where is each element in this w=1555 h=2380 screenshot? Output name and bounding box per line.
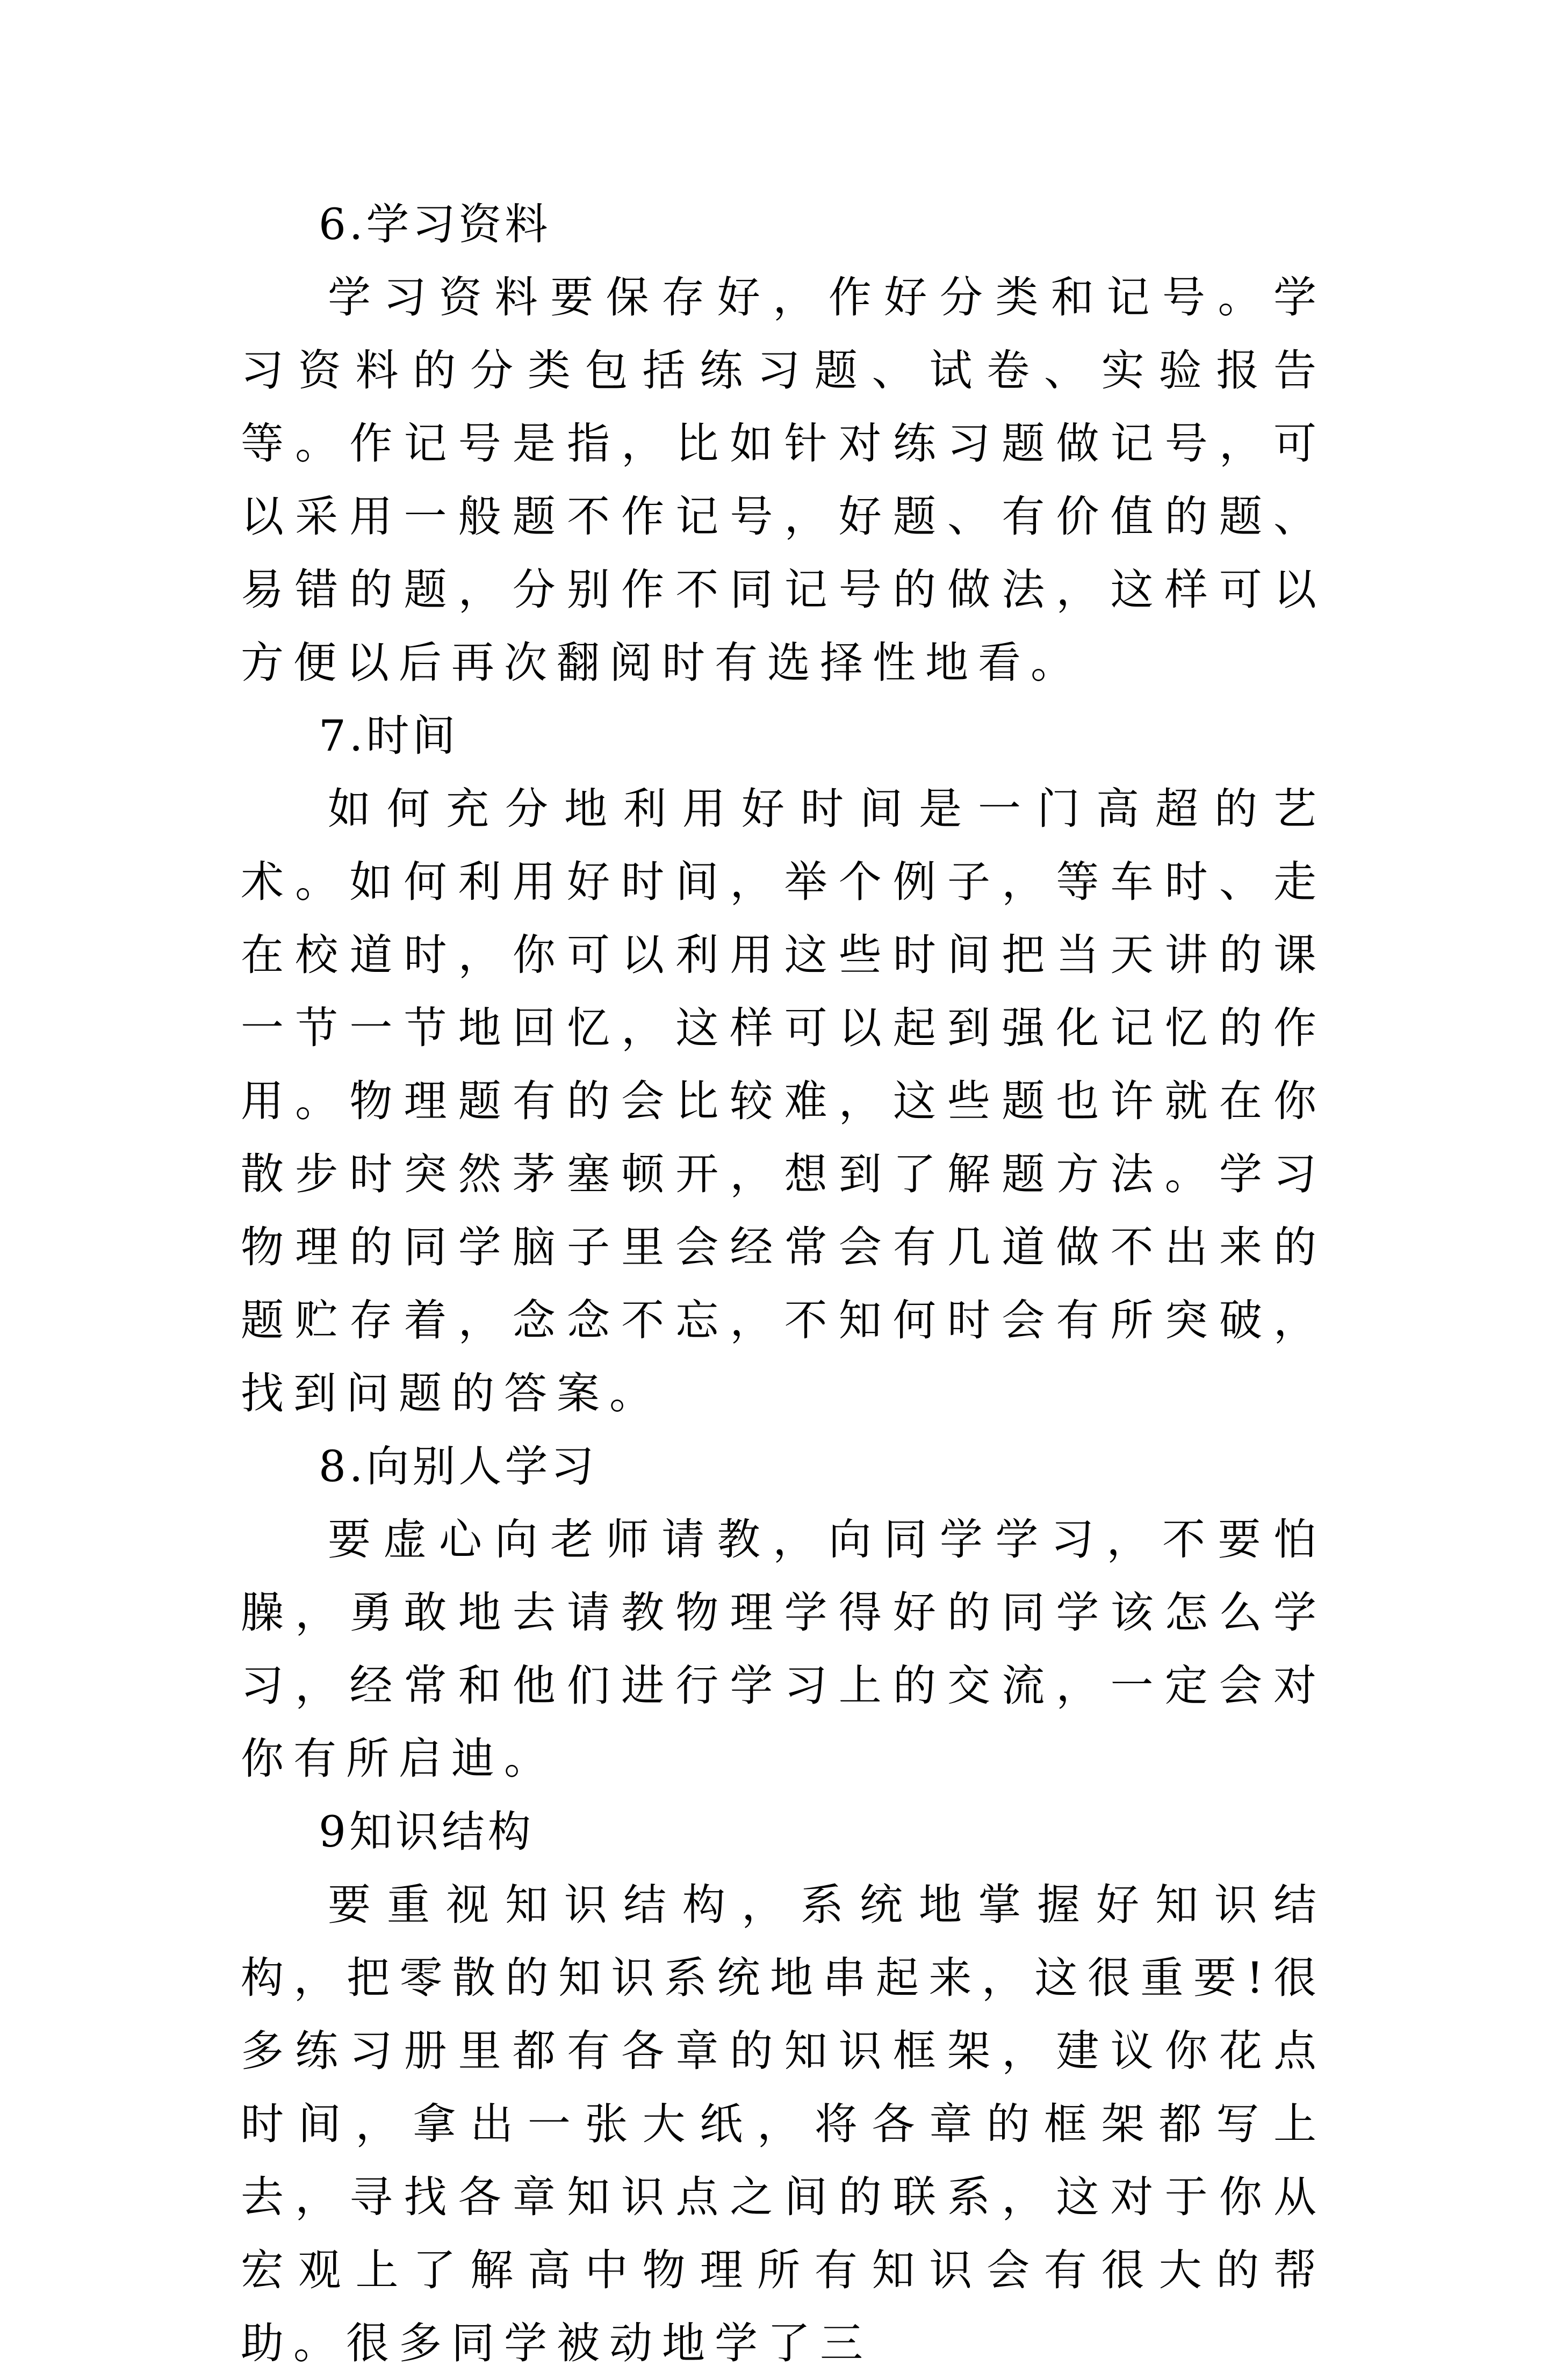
section-heading-knowledge-structure: 9知识结构 [319,1807,534,1857]
section-heading-time: 7.时间 [319,711,459,761]
section-body-time: 如何充分地利用好时间是一门高超的艺术。如何利用好时间，举个例子，等车时、走在校道时，你可以利用这些时间把当天讲的课一节一节地回忆，这样可以起到强化记忆的作用。物理题有的会比较难，这些题也许就在你散步时突然茅塞顿开，想到了解题方法。学习物理的同学脑子里会经常会有几道做不出来的题贮存着，念念不忘，不知何时会有所突破，找到问题的答案。 [241,784,1326,1418]
document-content [241,188,1326,2380]
section-body-study-materials: 学习资料要保存好，作好分类和记号。学习资料的分类包括练习题、试卷、实验报告等。作记号是指，比如针对练习题做记号，可以采用一般题不作记号，好题、有价值的题、易错的题，分别作不同记号的做法，这样可以方便以后再次翻阅时有选择性地看。 [241,272,1326,688]
section-body-knowledge-structure: 要重视知识结构，系统地掌握好知识结构，把零散的知识系统地串起来，这很重要!很多练习册里都有各章的知识框架，建议你花点时间，拿出一张大纸，将各章的框架都写上去，寻找各章知识点之间的联系，这对于你从宏观上了解高中物理所有知识会有很大的帮助。很多同学被动地学了三 [241,1880,1326,2368]
section-heading-learn-from-others: 8.向别人学习 [319,1441,597,1491]
section-heading-study-materials: 6.学习资料 [319,199,551,249]
section-body-learn-from-others: 要虚心向老师请教，向同学学习，不要怕臊，勇敢地去请教物理学得好的同学该怎么学习，经常和他们进行学习上的交流，一定会对你有所启迪。 [241,1514,1326,1784]
